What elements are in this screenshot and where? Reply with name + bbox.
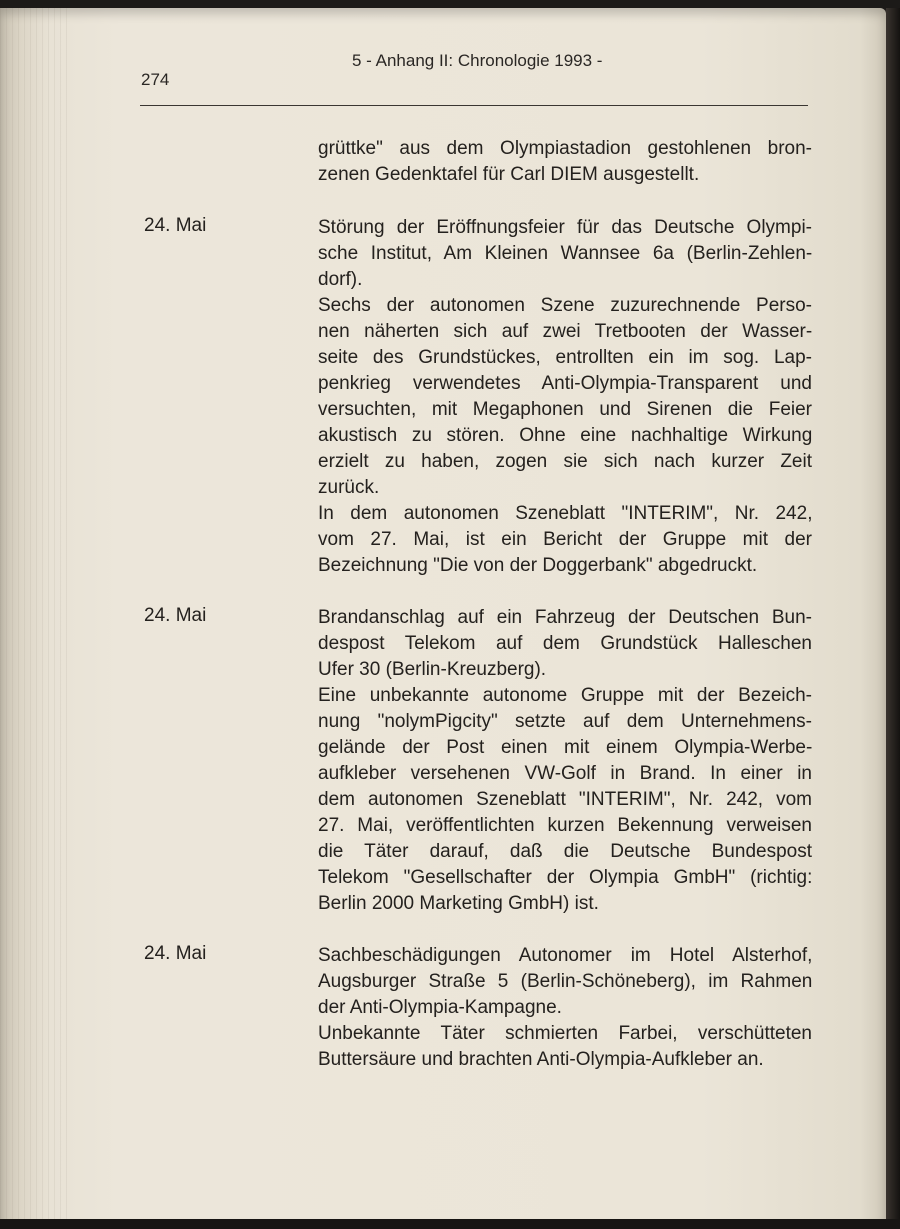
text-line: Eine unbekannte autonome Gruppe mit der Bezeich- <box>318 685 812 706</box>
header-rule <box>140 105 808 106</box>
text-line: despost Telekom auf dem Grundstück Halleschen <box>318 633 812 654</box>
text-line: In dem autonomen Szeneblatt "INTERIM", Nr. 242, <box>318 503 813 524</box>
entry-paragraph <box>318 215 812 293</box>
text-line: 27. Mai, veröffentlichten kurzen Bekennung verweisen <box>318 815 812 836</box>
text-line: Augsburger Straße 5 (Berlin-Schöneberg), im Rahmen <box>318 971 813 992</box>
text-line: akustisch zu stören. Ohne eine nachhaltige Wirkung <box>318 425 813 446</box>
entry-paragraph <box>318 605 812 683</box>
entry-date: 24. Mai <box>144 605 207 626</box>
entry-paragraph <box>318 943 812 1021</box>
text-line: Sechs der autonomen Szene zuzurechnende Perso- <box>318 295 812 316</box>
text-line: erzielt zu haben, zogen sie sich nach kurzer Zeit <box>318 451 812 472</box>
text-line: der Anti-Olympia-Kampagne. <box>318 997 562 1018</box>
scan-border-bottom <box>0 1219 900 1229</box>
text-line: Ufer 30 (Berlin-Kreuzberg). <box>318 659 547 680</box>
text-line: Störung der Eröffnungsfeier für das Deutsche Olympi- <box>318 217 812 238</box>
text-line: Telekom "Gesellschafter der Olympia GmbH" (richtig: <box>318 867 813 888</box>
continuation-paragraph <box>318 136 812 188</box>
text-line: Unbekannte Täter schmierten Farbei, verschütteten <box>318 1023 812 1044</box>
text-line: grüttke" aus dem Olympiastadion gestohlenen bron- <box>318 138 812 159</box>
entry-date: 24. Mai <box>144 215 207 236</box>
text-line: Bezeichnung "Die von der Doggerbank" abgedruckt. <box>318 555 758 576</box>
entry-paragraph <box>318 293 812 501</box>
entry-paragraph <box>318 683 812 917</box>
text-line: die Täter darauf, daß die Deutsche Bundespost <box>318 841 812 862</box>
text-line: zurück. <box>318 477 380 498</box>
text-line: versuchten, mit Megaphonen und Sirenen die Feier <box>318 399 812 420</box>
scan-border-right <box>886 8 900 1221</box>
text-line: Berlin 2000 Marketing GmbH) ist. <box>318 893 599 914</box>
text-line: nen näherten sich auf zwei Tretbooten der Wasser- <box>318 321 813 342</box>
text-line: nung "nolymPigcity" setzte auf dem Unternehmens- <box>318 711 812 732</box>
text-line: Buttersäure und brachten Anti-Olympia-Aufkleber an. <box>318 1049 764 1070</box>
text-line: dorf). <box>318 269 363 290</box>
text-line: sche Institut, Am Kleinen Wannsee 6a (Berlin-Zehlen- <box>318 243 813 264</box>
text-line: gelände der Post einen mit einem Olympia-Werbe- <box>318 737 813 758</box>
text-line: dem autonomen Szeneblatt "INTERIM", Nr. 242, vom <box>318 789 812 810</box>
running-title: 5 - Anhang II: Chronologie 1993 - <box>352 51 603 70</box>
text-line: Sachbeschädigungen Autonomer im Hotel Alsterhof, <box>318 945 813 966</box>
page-number: 274 <box>141 70 170 89</box>
text-line: aufkleber versehenen VW-Golf in Brand. In einer in <box>318 763 812 784</box>
text-line: zenen Gedenktafel für Carl DIEM ausgestellt. <box>318 164 700 185</box>
page-gutter-texture <box>0 8 70 1221</box>
text-line: seite des Grundstückes, entrollten ein im sog. Lap- <box>318 347 812 368</box>
entry-paragraph <box>318 1021 812 1073</box>
text-line: penkrieg verwendetes Anti-Olympia-Transparent und <box>318 373 812 394</box>
text-line: Brandanschlag auf ein Fahrzeug der Deutschen Bun- <box>318 607 812 628</box>
text-line: vom 27. Mai, ist ein Bericht der Gruppe mit der <box>318 529 812 550</box>
entry-date: 24. Mai <box>144 943 207 964</box>
entry-paragraph <box>318 501 812 579</box>
